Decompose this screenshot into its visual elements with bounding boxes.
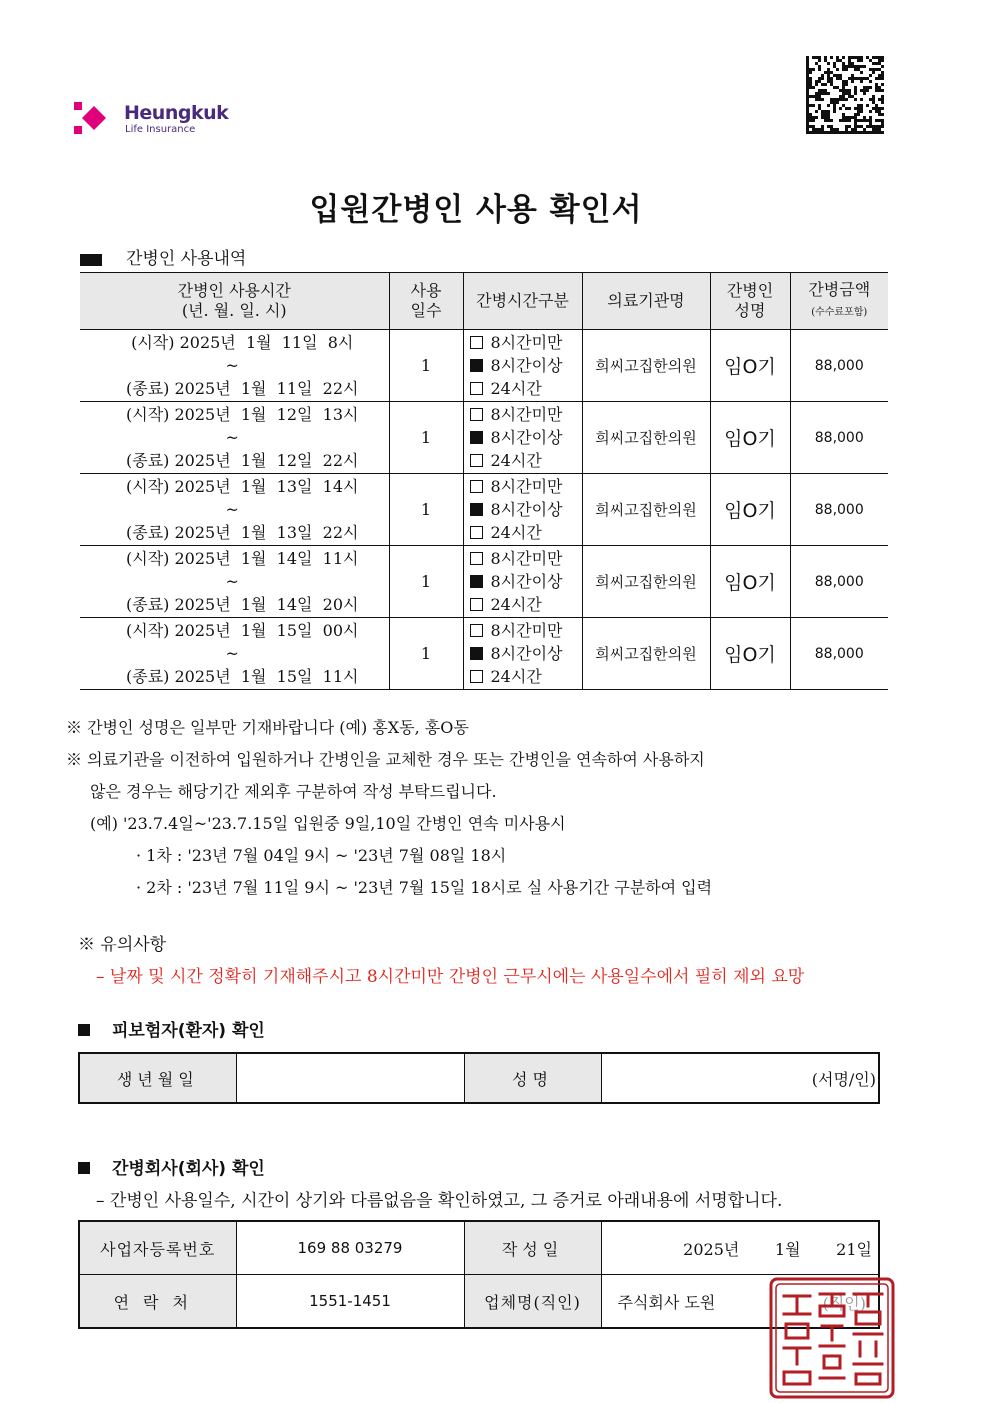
note-line: ※ 의료기관을 이전하여 입원하거나 간병인을 교체한 경우 또는 간병인을 연속하여 사용하지 <box>66 750 705 769</box>
checkbox-empty-icon <box>470 526 483 539</box>
company-confirm-desc: – 간병인 사용일수, 시간이 상기와 다름없음을 확인하였고, 그 증거로 아래내용에 서명합니다. <box>96 1191 783 1211</box>
checkbox-filled-icon <box>470 575 483 588</box>
option-under-8h[interactable]: 8시간미만 <box>470 403 582 426</box>
period-end: (종료) 2025년 1월 12일 22시 <box>126 451 359 470</box>
checkbox-empty-icon <box>470 624 483 637</box>
type-cell <box>463 546 582 618</box>
checkbox-filled-icon <box>470 503 483 516</box>
period-tilde: ~ <box>225 428 239 447</box>
header-type: 간병시간구분 <box>463 273 582 330</box>
option-over-8h[interactable]: 8시간이상 <box>470 354 582 377</box>
period-start: (시작) 2025년 1월 12일 13시 <box>126 405 359 424</box>
header-caregiver: 간병인 성명 <box>710 273 790 330</box>
section-company-title <box>78 1154 265 1179</box>
logo-subtitle: Life Insurance <box>125 124 196 135</box>
period-end: (종료) 2025년 1월 15일 11시 <box>126 667 359 686</box>
header-clinic: 의료기관명 <box>582 273 710 330</box>
period-start: (시작) 2025년 1월 14일 11시 <box>126 549 359 568</box>
patient-name-label: 성명 <box>464 1053 601 1103</box>
option-24h[interactable]: 24시간 <box>470 521 582 544</box>
option-under-8h[interactable]: 8시간미만 <box>470 547 582 570</box>
contact-label: 연락처 <box>79 1275 236 1329</box>
table-row <box>80 474 888 546</box>
table-row <box>80 618 888 690</box>
days-cell: 1 <box>389 546 463 618</box>
period-cell <box>80 618 389 690</box>
square-bullet-icon <box>78 1024 90 1036</box>
period-tilde: ~ <box>225 572 239 591</box>
option-24h[interactable]: 24시간 <box>470 593 582 616</box>
option-24h[interactable]: 24시간 <box>470 449 582 472</box>
period-cell <box>80 402 389 474</box>
usage-table <box>80 272 888 690</box>
header-amount: 간병금액 (수수료포함) <box>790 273 888 330</box>
days-cell: 1 <box>389 402 463 474</box>
period-end: (종료) 2025년 1월 14일 20시 <box>126 595 359 614</box>
days-cell: 1 <box>389 618 463 690</box>
clinic-cell: 희씨고집한의원 <box>582 546 710 618</box>
header-days: 사용 일수 <box>389 273 463 330</box>
caregiver-cell: 임O기 <box>710 402 790 474</box>
checkbox-empty-icon <box>470 552 483 565</box>
period-end: (종료) 2025년 1월 13일 22시 <box>126 523 359 542</box>
checkbox-empty-icon <box>470 454 483 467</box>
company-confirm-table <box>78 1220 880 1329</box>
period-end: (종료) 2025년 1월 11일 22시 <box>126 379 359 398</box>
caregiver-cell: 임O기 <box>710 546 790 618</box>
days-cell: 1 <box>389 474 463 546</box>
table-row <box>80 402 888 474</box>
qr-code-icon <box>806 56 884 134</box>
note-line: 않은 경우는 해당기간 제외후 구분하여 작성 부탁드립니다. <box>90 782 497 801</box>
days-cell: 1 <box>389 330 463 402</box>
checkbox-filled-icon <box>470 647 483 660</box>
option-over-8h[interactable]: 8시간이상 <box>470 642 582 665</box>
option-24h[interactable]: 24시간 <box>470 665 582 688</box>
checkbox-empty-icon <box>470 408 483 421</box>
section-usage-title <box>80 244 246 269</box>
birth-field[interactable] <box>236 1053 464 1103</box>
checkbox-empty-icon <box>470 382 483 395</box>
option-under-8h[interactable]: 8시간미만 <box>470 475 582 498</box>
period-tilde: ~ <box>225 500 239 519</box>
period-start: (시작) 2025년 1월 13일 14시 <box>126 477 359 496</box>
clinic-cell: 희씨고집한의원 <box>582 330 710 402</box>
birth-label: 생년월일 <box>79 1053 236 1103</box>
option-under-8h[interactable]: 8시간미만 <box>470 619 582 642</box>
section-patient-label: 피보험자(환자) 확인 <box>112 1021 265 1041</box>
checkbox-empty-icon <box>470 336 483 349</box>
checkbox-empty-icon <box>470 480 483 493</box>
company-label: 업체명(직인) <box>464 1275 601 1329</box>
option-24h[interactable]: 24시간 <box>470 377 582 400</box>
type-cell <box>463 330 582 402</box>
caution-title: ※ 유의사항 <box>78 935 167 955</box>
date-value: 2025년 1월 21일 <box>601 1221 879 1275</box>
header-period: 간병인 사용시간 (년. 월. 일. 시) <box>80 273 389 330</box>
company-value: 주식회사 도원 <box>617 1292 716 1312</box>
square-bullet-icon <box>78 1162 90 1174</box>
date-label: 작성일 <box>464 1221 601 1275</box>
usage-table-header <box>80 273 888 330</box>
patient-sign-field[interactable] <box>601 1053 879 1103</box>
period-tilde: ~ <box>225 356 239 375</box>
clinic-cell: 희씨고집한의원 <box>582 474 710 546</box>
notes <box>66 712 712 904</box>
caregiver-cell: 임O기 <box>710 330 790 402</box>
note-example-2: · 2차 : '23년 7월 11일 9시 ~ '23년 7월 15일 18시로 실 사용기간 구분하여 입력 <box>136 878 713 897</box>
bizno-label: 사업자등록번호 <box>79 1221 236 1275</box>
option-under-8h[interactable]: 8시간미만 <box>470 331 582 354</box>
type-cell <box>463 618 582 690</box>
note-line: ※ 간병인 성명은 일부만 기재바랍니다 (예) 홍X동, 홍O동 <box>66 718 469 737</box>
period-cell <box>80 474 389 546</box>
type-cell <box>463 402 582 474</box>
seal-mark-label: (직인) <box>822 1294 866 1313</box>
checkbox-empty-icon <box>470 670 483 683</box>
table-row <box>80 330 888 402</box>
period-start: (시작) 2025년 1월 15일 00시 <box>126 621 359 640</box>
note-example-1: · 1차 : '23년 7월 04일 9시 ~ '23년 7월 08일 18시 <box>136 846 507 865</box>
checkbox-filled-icon <box>470 359 483 372</box>
contact-value: 1551-1451 <box>236 1275 464 1329</box>
section-usage-label: 간병인 사용내역 <box>126 249 247 269</box>
clinic-cell: 희씨고집한의원 <box>582 618 710 690</box>
period-cell <box>80 546 389 618</box>
period-cell <box>80 330 389 402</box>
section-patient-title <box>78 1016 265 1041</box>
logo-mark-icon <box>74 102 106 134</box>
company-logo <box>74 100 244 140</box>
amount-cell: 88,000 <box>790 330 888 402</box>
type-cell <box>463 474 582 546</box>
caregiver-cell: 임O기 <box>710 474 790 546</box>
square-bullet-icon <box>80 254 102 266</box>
company-seal-icon <box>768 1276 896 1400</box>
option-over-8h[interactable]: 8시간이상 <box>470 570 582 593</box>
amount-cell: 88,000 <box>790 402 888 474</box>
clinic-cell: 희씨고집한의원 <box>582 402 710 474</box>
note-example: (예) '23.7.4일~'23.7.15일 입원중 9일,10일 간병인 연속 미사용시 <box>90 814 566 833</box>
amount-cell: 88,000 <box>790 474 888 546</box>
period-tilde: ~ <box>225 644 239 663</box>
patient-confirm-table <box>78 1052 880 1104</box>
caregiver-cell: 임O기 <box>710 618 790 690</box>
page-title: 입원간병인 사용 확인서 <box>309 192 643 228</box>
amount-cell: 88,000 <box>790 546 888 618</box>
table-row <box>80 546 888 618</box>
bizno-value: 169 88 03279 <box>236 1221 464 1275</box>
checkbox-filled-icon <box>470 431 483 444</box>
period-start: (시작) 2025년 1월 11일 8시 <box>131 333 354 352</box>
sign-placeholder: (서명/인) <box>811 1069 876 1089</box>
option-over-8h[interactable]: 8시간이상 <box>470 426 582 449</box>
option-over-8h[interactable]: 8시간이상 <box>470 498 582 521</box>
amount-cell: 88,000 <box>790 618 888 690</box>
caution-text: – 날짜 및 시간 정확히 기재해주시고 8시간미만 간병인 근무시에는 사용일수에서 필히 제외 요망 <box>96 967 805 987</box>
section-company-label: 간병회사(회사) 확인 <box>112 1159 265 1179</box>
checkbox-empty-icon <box>470 598 483 611</box>
logo-name: Heungkuk <box>124 102 229 124</box>
